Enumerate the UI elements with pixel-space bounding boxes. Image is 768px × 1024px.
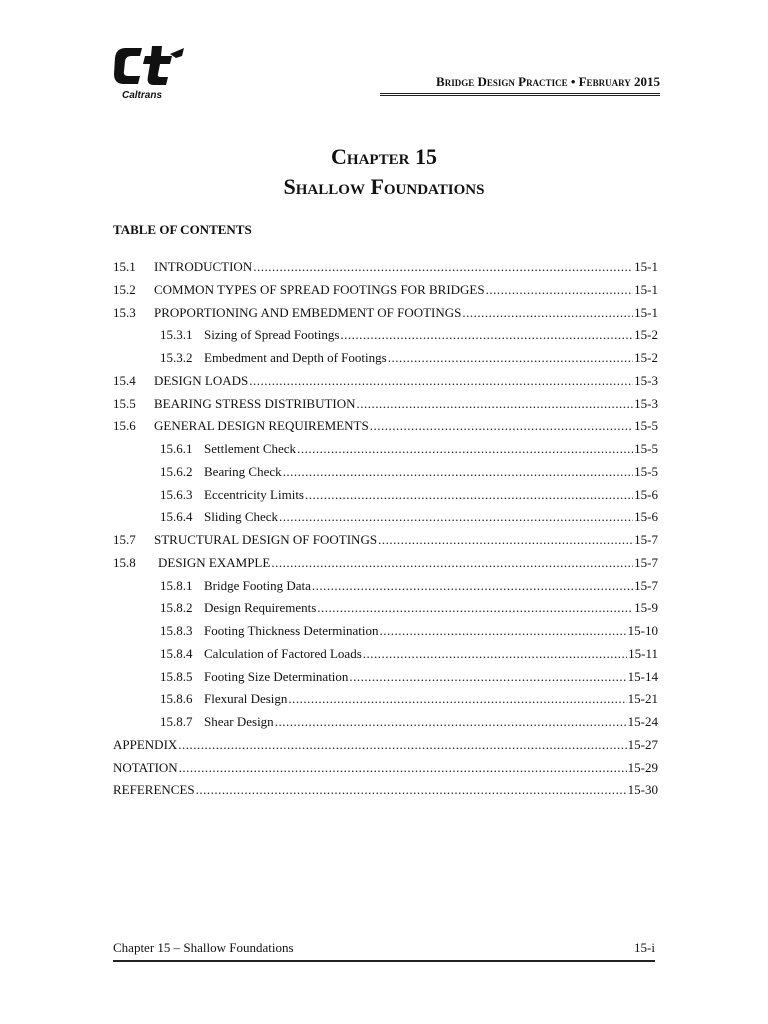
- toc-entry-page: 15-10: [627, 623, 658, 638]
- toc-dot-leader: [275, 714, 627, 730]
- toc-dot-leader: [288, 691, 626, 707]
- toc-entry-page: 15-29: [627, 759, 658, 775]
- toc-dot-leader: [357, 396, 634, 412]
- toc-entry-number: 15.6.1: [160, 441, 193, 456]
- toc-entry[interactable]: [113, 578, 658, 601]
- toc-entry-number: 15.3.1: [160, 327, 193, 343]
- toc-entry[interactable]: [113, 464, 658, 487]
- toc-entry[interactable]: [113, 646, 658, 669]
- toc-entry-title: Design Requirements: [204, 600, 317, 616]
- toc-dot-leader: [312, 578, 633, 594]
- toc-entry-title: Calculation of Factored Loads: [204, 645, 362, 661]
- toc-entry[interactable]: [113, 487, 658, 510]
- toc-entry[interactable]: [113, 782, 658, 805]
- toc-entry-page: 15-5: [634, 463, 658, 479]
- toc-entry-title: DESIGN EXAMPLE: [158, 554, 271, 570]
- page-footer: [113, 940, 655, 962]
- toc-entry-title: Embedment and Depth of Footings: [204, 350, 387, 365]
- toc-entry-title: BEARING STRESS DISTRIBUTION: [154, 395, 356, 411]
- toc-entry-page: 15-1: [634, 259, 658, 274]
- toc-entry-title: Sizing of Spread Footings: [204, 327, 340, 343]
- toc-entry-page: 15-9: [634, 600, 658, 616]
- toc-entry-title: APPENDIX: [113, 736, 178, 752]
- toc-entry[interactable]: [113, 760, 658, 783]
- toc-entry-page: 15-2: [634, 350, 658, 365]
- toc-entry-title: STRUCTURAL DESIGN OF FOOTINGS: [154, 532, 378, 547]
- toc-entry-title: Shear Design: [204, 714, 274, 729]
- toc-entry-page: 15-2: [634, 327, 658, 343]
- toc-dot-leader: [283, 464, 634, 480]
- toc-entry-title: REFERENCES: [113, 782, 195, 798]
- toc-entry-title: Footing Thickness Determination: [204, 623, 379, 638]
- toc-entry-page: 15-21: [627, 691, 658, 707]
- toc-dot-leader: [378, 532, 633, 548]
- chapter-title-block: [0, 142, 768, 202]
- toc-entry-title: GENERAL DESIGN REQUIREMENTS: [154, 418, 369, 434]
- toc-entry-title: Bridge Footing Data: [204, 577, 311, 593]
- toc-dot-leader: [388, 350, 633, 366]
- toc-dot-leader: [196, 782, 627, 798]
- toc-entry[interactable]: [113, 441, 658, 464]
- toc-entry-number: 15.6.3: [160, 486, 193, 502]
- toc-entry[interactable]: [113, 373, 658, 396]
- toc-entry[interactable]: [113, 282, 658, 305]
- toc-entry-page: 15-1: [634, 281, 658, 297]
- toc-entry-page: 15-5: [634, 418, 658, 434]
- toc-dot-leader: [340, 327, 633, 343]
- toc-entry-title: Footing Size Determination: [204, 668, 349, 684]
- page-number: 15-i: [634, 940, 655, 955]
- caltrans-logo: [112, 44, 192, 106]
- toc-entry-page: 15-27: [627, 736, 658, 752]
- toc-entry-number: 15.3: [113, 304, 136, 320]
- toc-entry[interactable]: [113, 669, 658, 692]
- toc-entry-number: 15.3.2: [160, 350, 193, 365]
- chapter-label: Chapter 15: [331, 144, 437, 169]
- toc-entry-number: 15.8.3: [160, 623, 193, 638]
- toc-entry-title: Sliding Check: [204, 509, 279, 525]
- toc-entry-title: Flexural Design: [204, 691, 288, 707]
- toc-entry-title: Bearing Check: [204, 463, 282, 479]
- toc-entry-page: 15-3: [634, 395, 658, 411]
- toc-entry-number: 15.8: [113, 554, 136, 570]
- toc-entry[interactable]: [113, 532, 658, 555]
- toc-entry-number: 15.8.6: [160, 691, 193, 707]
- toc-entry-page: 15-3: [634, 372, 658, 388]
- toc-dot-leader: [249, 373, 633, 389]
- toc-dot-leader: [305, 487, 633, 503]
- toc-dot-leader: [253, 259, 633, 275]
- table-of-contents: [113, 259, 658, 805]
- toc-dot-leader: [179, 760, 627, 776]
- toc-entry[interactable]: [113, 737, 658, 760]
- toc-entry-number: 15.6: [113, 418, 136, 434]
- toc-entry-number: 15.6.4: [160, 509, 193, 525]
- toc-entry[interactable]: [113, 623, 658, 646]
- toc-entry-title: COMMON TYPES OF SPREAD FOOTINGS FOR BRIDGES: [154, 281, 485, 297]
- toc-dot-leader: [178, 737, 626, 753]
- toc-entry-page: 15-1: [634, 304, 658, 320]
- toc-entry-page: 15-6: [634, 509, 658, 525]
- toc-entry-number: 15.4: [113, 372, 136, 388]
- toc-entry-page: 15-7: [634, 577, 658, 593]
- running-header: Bridge Design Practice • February 2015: [380, 74, 660, 96]
- toc-entry-number: 15.2: [113, 281, 136, 297]
- toc-entry-page: 15-7: [634, 554, 658, 570]
- toc-entry-title: Eccentricity Limits: [204, 486, 304, 502]
- toc-dot-leader: [317, 600, 633, 616]
- toc-entry[interactable]: [113, 350, 658, 373]
- toc-dot-leader: [297, 441, 633, 457]
- toc-entry-title: DESIGN LOADS: [154, 372, 249, 388]
- toc-entry[interactable]: [113, 691, 658, 714]
- toc-entry-page: 15-11: [628, 645, 658, 661]
- toc-entry-number: 15.8.7: [160, 714, 193, 729]
- toc-entry-number: 15.8.2: [160, 600, 193, 616]
- logo-wordmark: Caltrans: [122, 90, 163, 101]
- toc-heading: TABLE OF CONTENTS: [113, 222, 252, 237]
- toc-dot-leader: [279, 509, 633, 525]
- toc-entry-number: 15.7: [113, 532, 136, 547]
- toc-entry[interactable]: [113, 305, 658, 328]
- toc-entry-page: 15-6: [634, 486, 658, 502]
- toc-dot-leader: [370, 418, 633, 434]
- toc-entry-number: 15.6.2: [160, 463, 193, 479]
- toc-dot-leader: [380, 623, 627, 639]
- toc-entry[interactable]: [113, 418, 658, 441]
- toc-entry[interactable]: [113, 327, 658, 350]
- toc-entry-number: 15.8.5: [160, 668, 193, 684]
- toc-entry[interactable]: [113, 259, 658, 282]
- toc-entry-title: NOTATION: [113, 759, 178, 775]
- chapter-title: Shallow Foundations: [283, 174, 485, 199]
- toc-entry-number: 15.8.4: [160, 645, 193, 661]
- footer-chapter-title: Chapter 15 – Shallow Foundations: [113, 940, 294, 955]
- toc-entry-page: 15-5: [634, 441, 658, 456]
- toc-dot-leader: [363, 646, 627, 662]
- toc-dot-leader: [462, 305, 633, 321]
- toc-entry-number: 15.1: [113, 259, 136, 274]
- toc-entry-page: 15-7: [634, 532, 658, 547]
- toc-entry-page: 15-24: [627, 714, 658, 729]
- toc-entry[interactable]: [113, 600, 658, 623]
- toc-dot-leader: [271, 555, 633, 571]
- toc-dot-leader: [349, 669, 626, 685]
- toc-entry[interactable]: [113, 555, 658, 578]
- toc-entry-number: 15.8.1: [160, 577, 193, 593]
- toc-entry-number: 15.5: [113, 395, 136, 411]
- toc-entry[interactable]: [113, 509, 658, 532]
- toc-entry-title: PROPORTIONING AND EMBEDMENT OF FOOTINGS: [154, 304, 462, 320]
- toc-entry-page: 15-14: [627, 668, 658, 684]
- toc-entry[interactable]: [113, 396, 658, 419]
- toc-entry-title: INTRODUCTION: [154, 259, 253, 274]
- toc-dot-leader: [486, 282, 634, 298]
- toc-entry-title: Settlement Check: [204, 441, 297, 456]
- toc-entry-page: 15-30: [627, 782, 658, 798]
- toc-entry[interactable]: [113, 714, 658, 737]
